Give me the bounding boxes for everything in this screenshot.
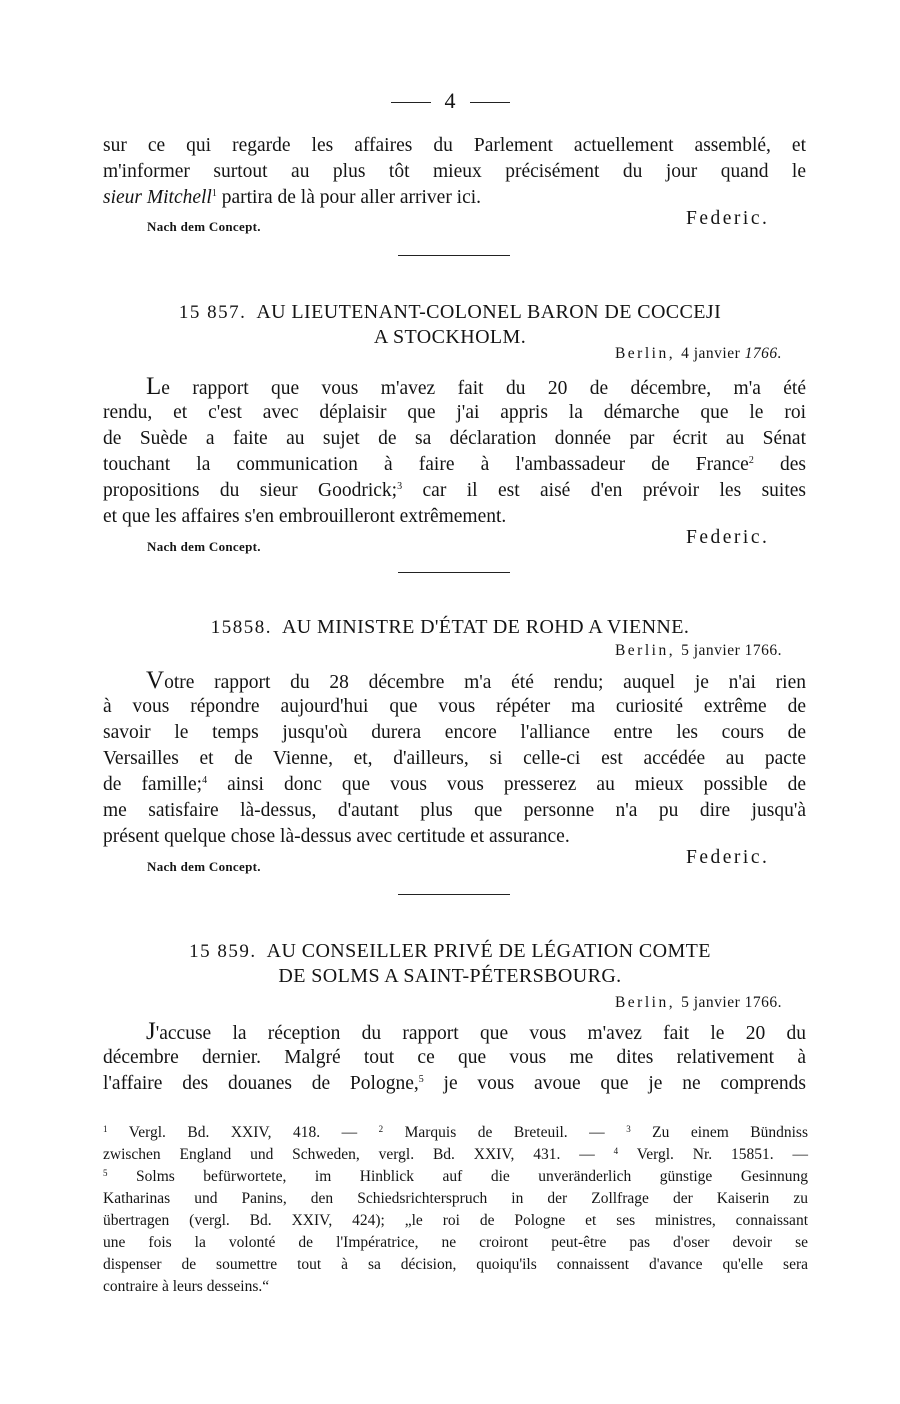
body-line: J'accuse la réception du rapport que vous m'avez fait le 20 du	[146, 1018, 806, 1045]
footnote-line: dispenser de soumettre tout à sa décision, quoiqu'ils connaissent d'avance qu'elle sera	[103, 1256, 808, 1273]
body-line: de Suède a faite au sujet de sa déclaration donnée par écrit au Sénat	[103, 428, 806, 449]
footnote-ref: 2	[748, 455, 754, 466]
letter-heading	[0, 614, 900, 641]
body-line: sieur Mitchell$^1$ partira de là pour aller arriver ici.	[103, 187, 482, 208]
letter-date: Berlin, 5 janvier 1766.	[614, 994, 782, 1011]
footnote-ref: 1	[211, 188, 217, 199]
letter-number: 15858.	[210, 617, 272, 638]
body-line: Votre rapport du 28 décembre m'a été rendu; auquel je n'ai rien	[146, 667, 806, 694]
body-line: décembre dernier. Malgré tout ce que vous me dites relativement à	[103, 1047, 806, 1068]
header-dash-right	[470, 102, 510, 103]
footnote-number: 1	[103, 1124, 108, 1134]
body-line: savoir le temps jusqu'où durera encore l'alliance entre les cours de	[103, 722, 806, 743]
body-line: m'informer surtout au plus tôt mieux précisément du jour quand le	[103, 161, 806, 182]
letter-heading	[0, 299, 900, 326]
footnote-number: 3	[626, 1124, 631, 1134]
initial-letter: L	[146, 373, 162, 400]
body-line: de famille;$^4$ ainsi donc que vous vous presserez au mieux possible de	[103, 774, 806, 795]
letter-heading	[0, 938, 900, 965]
footnote-ref: 4	[202, 775, 208, 786]
page-number: 4	[444, 88, 456, 113]
footnote-number: 5	[103, 1168, 108, 1178]
page-header	[0, 88, 900, 114]
source-note: Nach dem Concept.	[147, 859, 261, 874]
footnote-line: $^5$ Solms befürwortete, im Hinblick auf die unveränderlich günstige Gesinnung	[103, 1168, 808, 1185]
body-line: me satisfaire là-dessus, d'autant plus que personne n'a pu dire jusqu'à	[103, 800, 806, 821]
footnote-number: 2	[378, 1124, 384, 1134]
signature: Federic.	[686, 527, 770, 548]
footnote-line: zwischen England und Schweden, vergl. Bd. XXIV, 431. — $^4$ Vergl. Nr. 15851. —	[103, 1146, 808, 1163]
initial-letter: V	[146, 667, 165, 694]
source-note: Nach dem Concept.	[147, 539, 261, 554]
signature: Federic.	[686, 208, 770, 229]
heading-title: AU MINISTRE D'ÉTAT DE ROHD A VIENNE.	[281, 616, 690, 638]
body-line: Versailles et de Vienne, et, d'ailleurs, si celle-ci est accédée au pacte	[103, 748, 806, 769]
letter-number: 15 857.	[178, 302, 247, 323]
footnote-line: une fois la volonté de l'Impératrice, ne croiront peut-être pas d'oser devoir se	[103, 1234, 808, 1251]
footnote-ref: 3	[397, 481, 403, 492]
source-note: Nach dem Concept.	[147, 219, 261, 234]
letter-heading-line2: DE SOLMS A SAINT-PÉTERSBOURG.	[278, 965, 622, 987]
footnote-line: Katharinas und Panins, den Schiedsrichterspruch in der Zollfrage der Kaiserin zu	[103, 1190, 808, 1207]
body-line: à vous répondre aujourd'hui que vous répéter ma curiosité extrême de	[103, 696, 806, 717]
body-line: touchant la communication à faire à l'ambassadeur de France$^2$ des	[103, 454, 806, 475]
section-divider	[398, 894, 510, 895]
heading-title: AU CONSEILLER PRIVÉ DE LÉGATION COMTE	[266, 940, 711, 962]
body-line: présent quelque chose là-dessus avec certitude et assurance.	[103, 826, 570, 847]
body-line: sur ce qui regarde les affaires du Parlement actuellement assemblé, et	[103, 135, 806, 156]
header-dash-left	[391, 102, 431, 103]
footnote-line: übertragen (vergl. Bd. XXIV, 424); „le roi de Pologne et ses ministres, connaissant	[103, 1212, 808, 1229]
section-divider	[398, 572, 510, 573]
body-line: l'affaire des douanes de Pologne,$^5$ je vous avoue que je ne comprends	[103, 1073, 806, 1094]
letter-number: 15 859.	[189, 941, 257, 962]
signature: Federic.	[686, 847, 770, 868]
heading-title: AU LIEUTENANT-COLONEL BARON DE COCCEJI	[256, 301, 722, 323]
letter-date: Berlin, 5 janvier 1766.	[614, 642, 782, 659]
body-line: Le rapport que vous m'avez fait du 20 de décembre, m'a été	[146, 373, 806, 400]
body-line: rendu, et c'est avec déplaisir que j'ai appris la démarche que le roi	[103, 402, 806, 423]
section-divider	[398, 255, 510, 256]
body-line: propositions du sieur Goodrick;$^3$ car il est aisé d'en prévoir les suites	[103, 480, 806, 501]
italic-name: sieur Mitchell	[103, 187, 212, 208]
letter-date: Berlin, 4 janvier 1766.	[614, 345, 782, 362]
footnote-ref: 5	[418, 1074, 424, 1085]
body-line: et que les affaires s'en embrouilleront extrêmement.	[103, 506, 507, 527]
letter-heading-line2: A STOCKHOLM.	[373, 326, 527, 348]
footnote-line: contraire à leurs desseins.“	[103, 1278, 270, 1295]
footnote-number: 4	[613, 1146, 619, 1156]
footnote-line: $^1$ Vergl. Bd. XXIV, 418. — $^2$ Marquis de Breteuil. — $^3$ Zu einem Bündniss	[103, 1124, 808, 1141]
initial-letter: J	[146, 1018, 156, 1045]
